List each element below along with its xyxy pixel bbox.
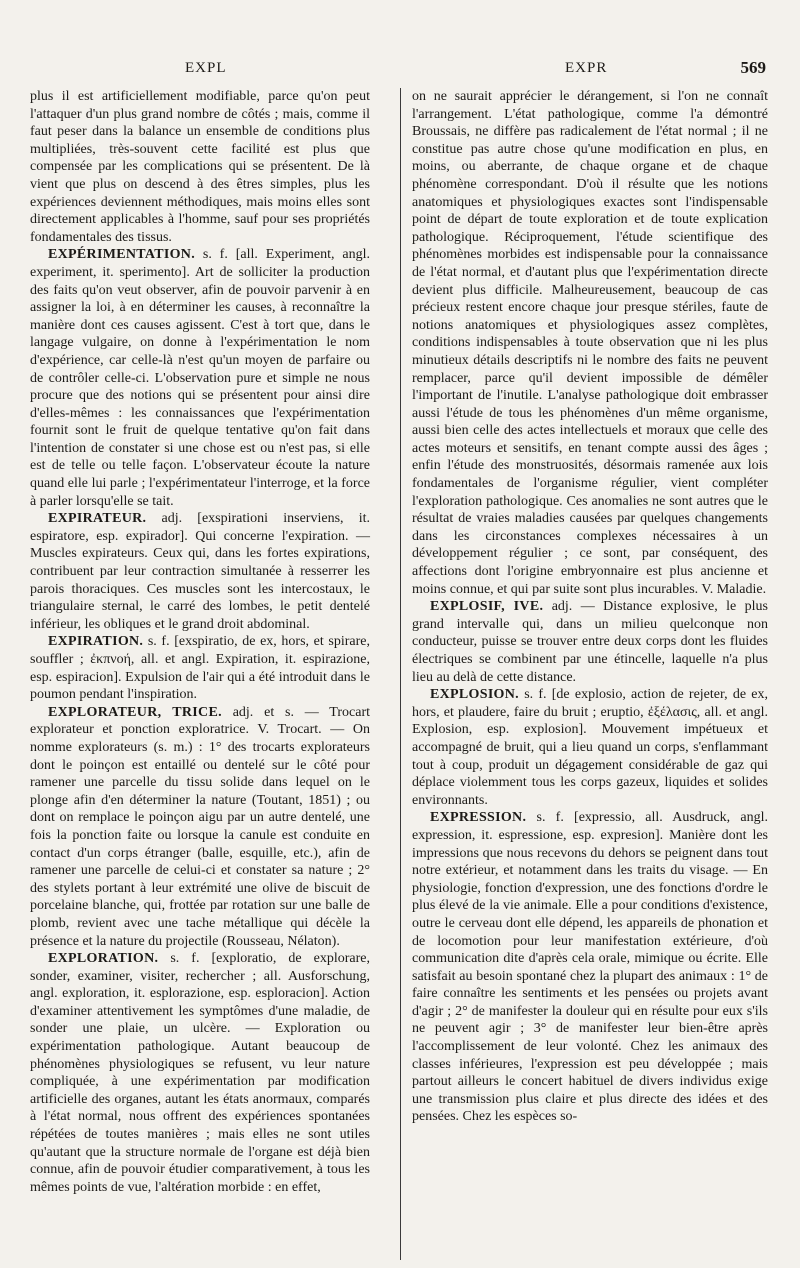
headword: EXPLOSION.	[430, 687, 519, 703]
right-column	[412, 88, 768, 1126]
headword: EXPLORATION.	[48, 951, 159, 967]
entry-text: adj. et s. — Trocart explorateur et ponction exploratrice. V. Trocart. — On nomme explorateurs (s. m.) : 1° des trocarts explorateurs dont le poinçon est entaillé ou dentelé sur le côté pour ramener une parcelle du tissu solide dans lequel on le plonge afin d'en déterminer la nature (Toutant, 1851) ; ou dont on remplace le poinçon aigu par un autre dentelé, une fois la ponction faite ou lorsque la canule est conduite en contact d'un corps étranger (balle, esquille, etc.), afin de ramener une parcelle de celui-ci et constater sa nature ; 2° des stylets portant à leur extrémité une olive de biscuit de porcelaine blanche, qui, frottée par rotation sur une balle de plomb, revient avec une tache métallique qui décèle la présence et la nature du projectile (Rousseau, Nélaton).	[30, 704, 370, 949]
headword: EXPLORATEUR, TRICE.	[48, 704, 222, 720]
entry-text: adj. — Distance explosive, le plus grand intervalle qui, dans un milieu quelconque non conducteur, puisse se trouver entre deux corps dont les fluides électriques se combinent par une étincelle, laquelle n'a plus lieu au delà de cette distance.	[412, 599, 769, 685]
entry-continuation: plus il est artificiellement modifiable, parce qu'on peut l'attaquer d'un plus grand nombre de côtés ; mais, comme il faut peser dans la balance un ensemble de conditions plus multipliées, très-souvent cette facilité est plus que compensée par les complications qui se présentent. De là vient que plus on descend à des êtres simples, plus les expériences deviennent méthodiques, mais moins elles sont directement applicables à l'homme, sauf pour ses propriétés fondamentales des tissus.	[30, 89, 370, 245]
headword: EXPLOSIF, IVE.	[430, 599, 544, 615]
entry-exploration	[30, 950, 370, 1196]
entry-text: s. f. [exspiratio, de ex, hors, et spirare, souffler ; ἐκπνοή, all. et angl. Expiration, it. espirazione, esp. espiracion]. Expulsion de l'air qui a été introduit dans le poumon pendant l'inspiration.	[30, 634, 370, 703]
headword: EXPIRATEUR.	[48, 511, 147, 527]
entry-experimentation	[30, 246, 370, 510]
headword: EXPIRATION.	[48, 634, 144, 650]
page-number: 569	[740, 58, 766, 77]
entry-text: s. f. [de explosio, action de rejeter, de ex, hors, et plaudere, faire du bruit ; eruptio, ἐξέλασις, all. et angl. Explosion, esp. explosion]. Mouvement impétueux et accompagné de bruit, qui a lieu quand un corps, s'enflammant tout à coup, produit un dégagement considérable de gaz qui déplace violemment tous les corps gazeux, liquides et solides environnants.	[412, 687, 768, 808]
entry-explorateur	[30, 704, 370, 950]
entry-explosif	[412, 598, 768, 686]
entry-text: s. f. [expressio, all. Ausdruck, angl. expression, it. espressione, esp. expresion]. Manière dont les impressions que nous recevons du dehors se peignent dans tout notre extérieur, et notamment dans les traits du visage. — En physiologie, fonction d'expression, une des fonctions d'ordre le plus élevé de la vie animale. Elle a pour conditions d'existence, outre le cerveau dont elle dépend, les appareils de phonation et de locomotion pour leur manifestation extérieure, d'où communication dite d'après cela orale, mimique ou écrite. Elle satisfait au besoin spontané chez la plupart des animaux : 1° de faire connaître les sentiments et les pensées ou projets avant d'agir ; 2° de manifester la douleur qui en résulte pour eux s'ils ne peuvent agir ; 3° de manifester leur bien-être après l'accomplissement de leur volonté. Chez les animaux des classes inférieures, l'expression est peu développée ; mais partout ailleurs le concert habituel de divers individus exige une transmission plus claire et plus directe des idées et des pensées. Chez les espèces so-	[412, 810, 768, 1125]
entry-expiration	[30, 633, 370, 703]
column-divider	[400, 88, 401, 1260]
entry-text: s. f. [all. Experiment, angl. experiment, it. sperimento]. Art de solliciter la production des faits qu'on veut observer, afin de pouvoir parvenir à en assigner la loi, à en déterminer les causes, à reconnaître la manière dont ces causes agissent. C'est à tort que, dans le langage vulgaire, on donne à l'expérimentation le nom d'expérience, car celle-là n'est qu'un moyen de parfaire ou de contrôler celle-ci. L'observation pure et simple ne nous procure que des notions qui se présentent pour ainsi dire d'elles-mêmes : les connaissances que l'expérimentation fournit sont le fruit de quelque tentative qu'on fait dans l'intention de constater si une chose est ou n'est pas, si elle est de telle ou telle façon. L'observateur écoute la nature quand elle lui parle ; l'expérimentateur l'interroge, et la force à parler lorsqu'elle se tait.	[30, 247, 370, 509]
right-running-head: EXPR	[565, 60, 608, 76]
entry-explosion	[412, 686, 768, 809]
entry-text: adj. [exspirationi inserviens, it. espiratore, esp. expirador]. Qui concerne l'expiration. — Muscles expirateurs. Ceux qui, dans les fortes expirations, contribuent par leur contraction simultanée à resserrer les parois thoraciques. Ces muscles sont les intercostaux, le triangulaire sternal, le carré des lombes, le petit dentelé inférieur, les obliques et le grand droit abdominal.	[30, 511, 370, 632]
entry-continuation: on ne saurait apprécier le dérangement, si l'on ne connaît l'arrangement. L'état pathologique, comme l'a démontré Broussais, ne diffère pas radicalement de l'état normal ; il ne constitue pas autre chose qu'une modification en plus, en moins, ou aberrante, de chaque organe et de chaque phénomène correspondant. D'où il résulte que les notions anatomiques et physiologiques exactes sont l'indispensable point de départ de toute exploration et de toute explication pathologique. Réciproquement, l'étude scientifique des phénomènes morbides est indispensable pour la connaissance de l'état normal, et d'autant plus que l'expérimentation directe devient plus difficile. Malheureusement, beaucoup de cas précieux restent encore chaque jour presque stériles, faute de notions anatomiques et physiologiques assez complètes, conditions indispensables à toute observation que ni les plus minutieux détails descriptifs ni le nombre des faits ne peuvent remplacer, parce qu'il devient impossible de démêler l'important de l'inutile. L'analyse pathologique doit embrasser aussi l'étude de tous les phénomènes d'un même organisme, aussi bien celle des actes intellectuels et moraux que celle des actes moteurs et sensitifs, en tenant compte aussi des âges ; enfin l'étude des monstruosités, désormais ramenée aux lois fondamentales de l'organisme régulier, vient compléter l'exploration pathologique. Ces anomalies ne sont autres que le résultat de vraies maladies causées par quelques changements dans les circonstances complexes nécessaires à un développement régulier ; ce sont, par conséquent, des affections dont l'origine embryonnaire est plus ancienne et moins connue, et qui par suite sont plus incurables. V. Maladie.	[412, 89, 768, 597]
left-running-head: EXPL	[185, 60, 227, 76]
entry-expirateur	[30, 510, 370, 633]
headword: EXPRESSION.	[430, 810, 527, 826]
entry-expression	[412, 809, 768, 1126]
headword: EXPÉRIMENTATION.	[48, 247, 196, 263]
left-column	[30, 88, 370, 1196]
entry-text: s. f. [exploratio, de explorare, sonder, examiner, visiter, rechercher ; all. Ausforschung, angl. exploration, it. esplorazione, esp. esploracion]. Action d'examiner attentivement les symptômes d'une maladie, de sonder une plaie, un ulcère. — Exploration ou expérimentation pathologique. Autant beaucoup de phénomènes physiologiques se refusent, vu leur nature compliquée, à une expérimentation par modification artificielle des organes, autant les états anormaux, comparés à l'état normal, nous offrent des expériences spontanées répétées de toutes manières ; mais elles ne sont utiles qu'autant que la structure normale de l'organe est déjà bien connue, afin de pouvoir étudier comparativement, à tous les mêmes points de vue, l'altération morbide : en effet,	[30, 951, 370, 1195]
